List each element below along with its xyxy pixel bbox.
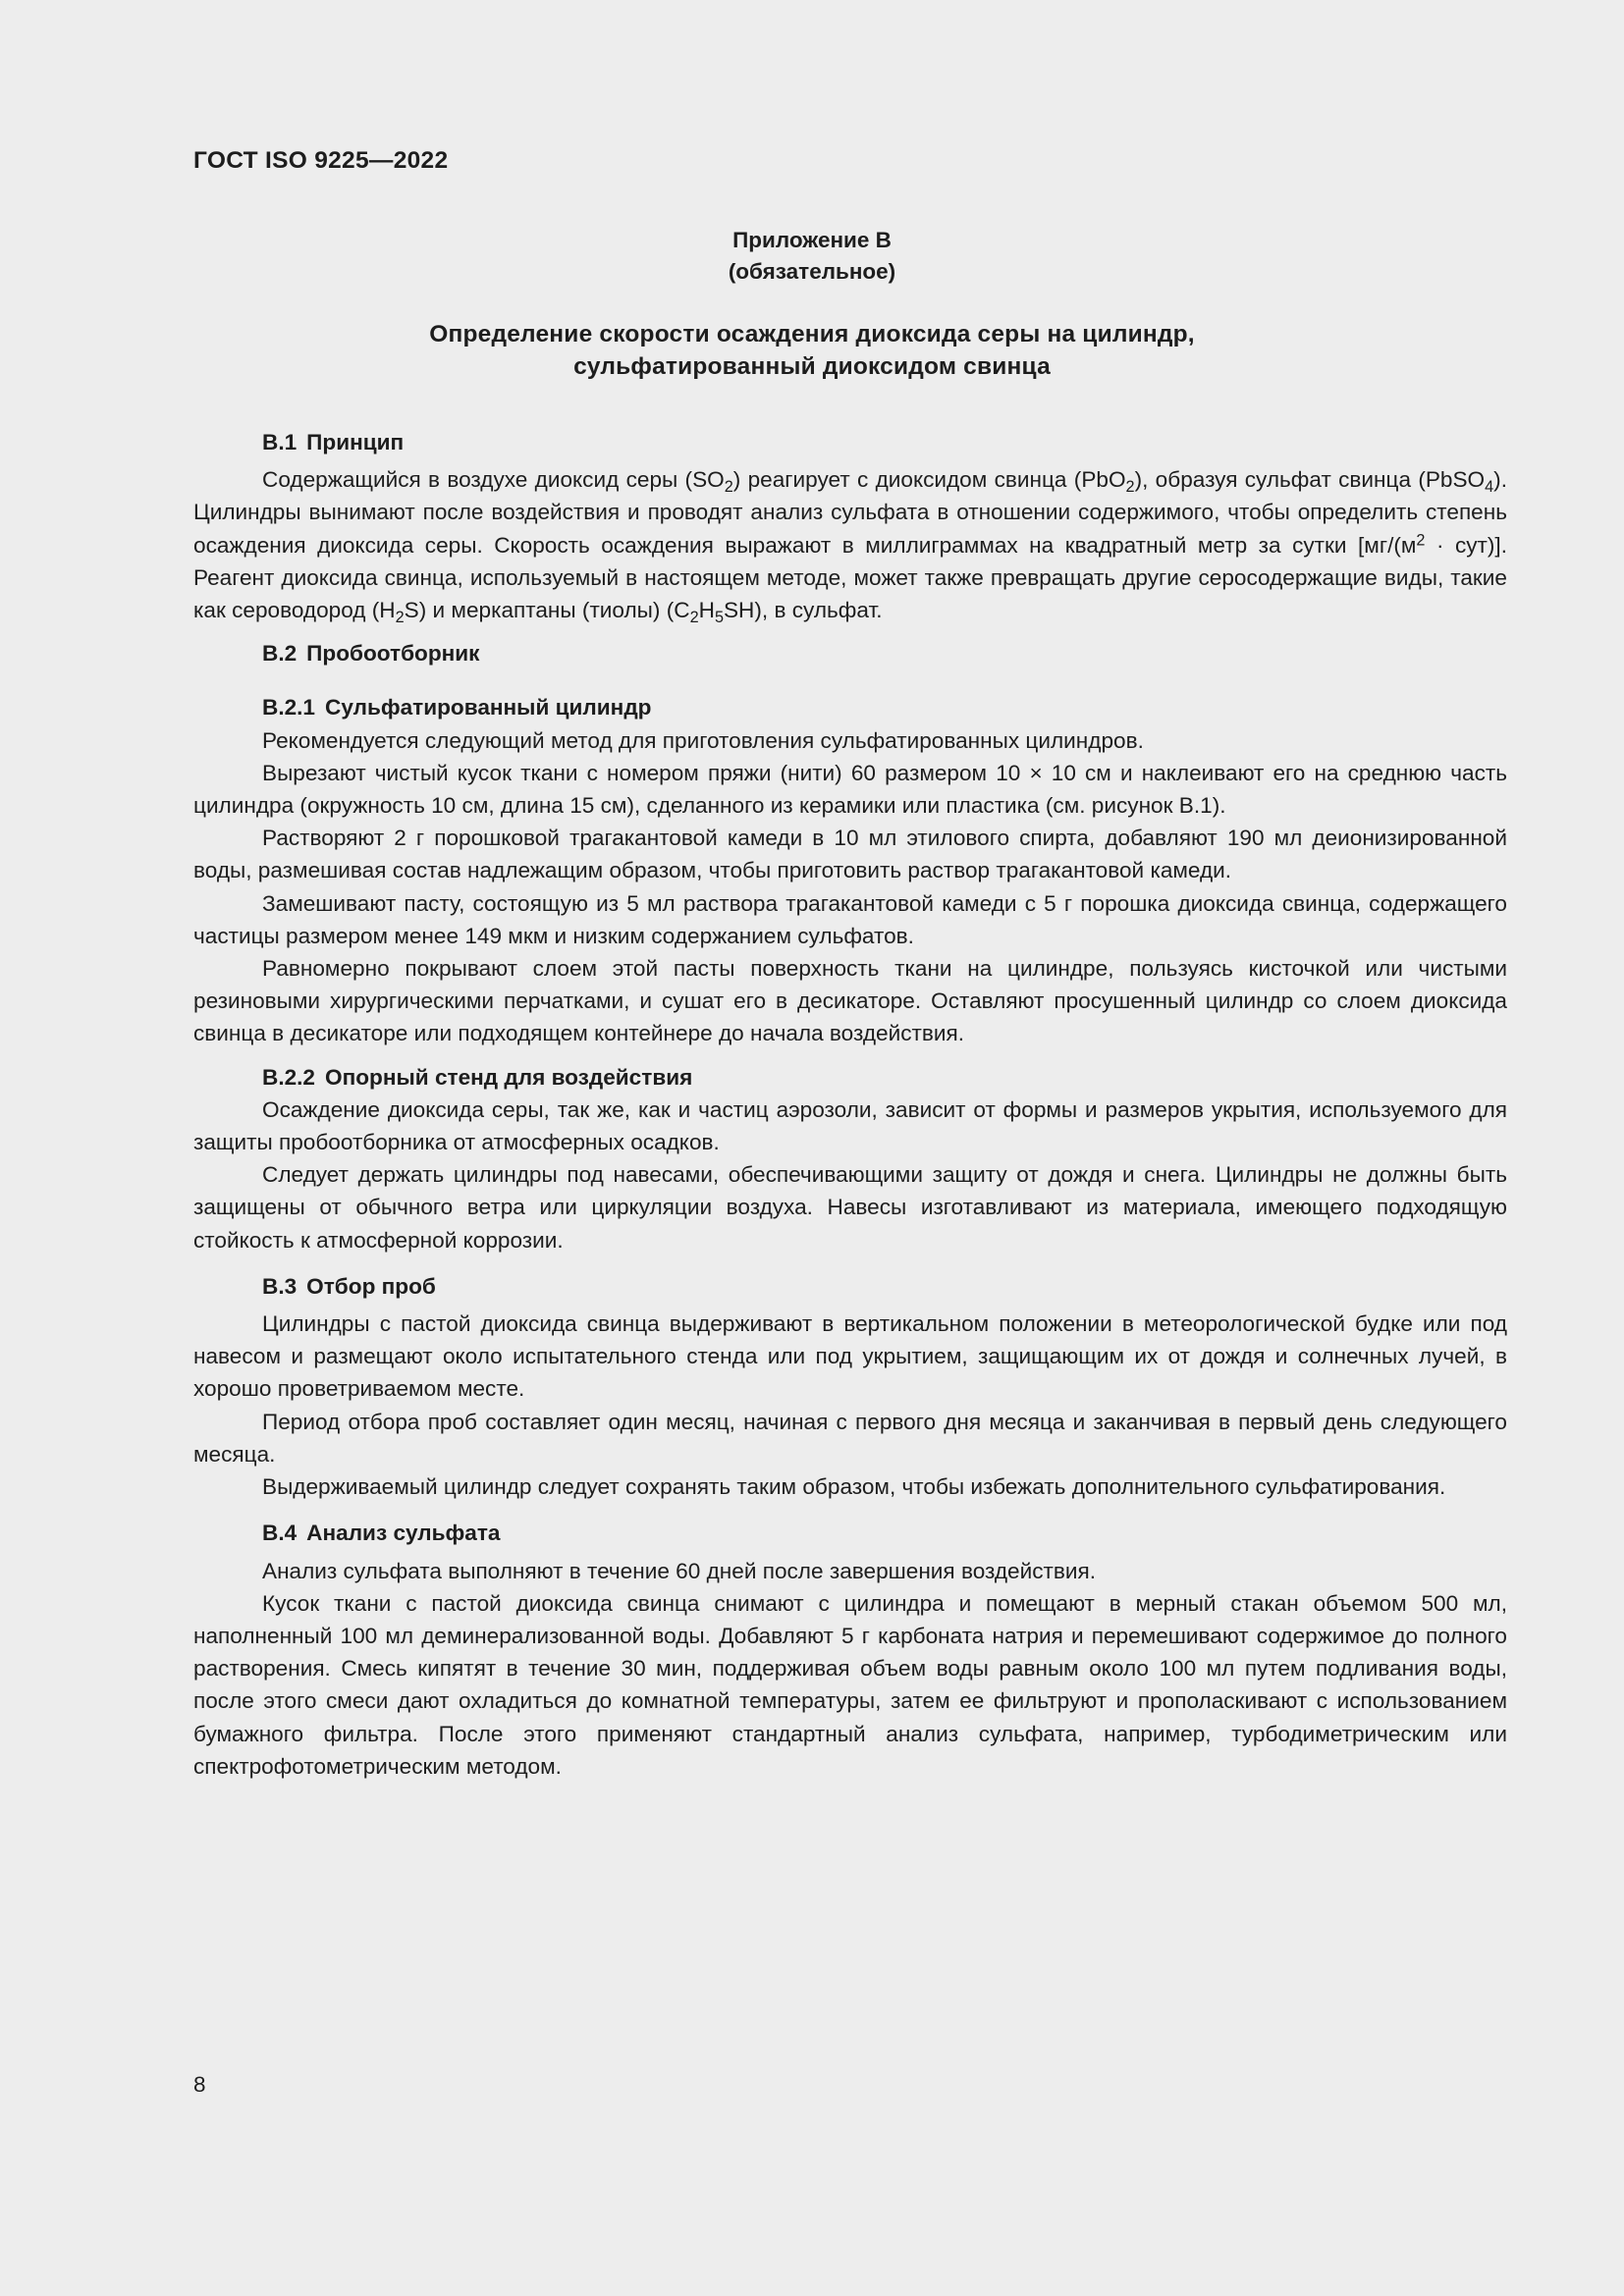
paragraph: Цилиндры с пастой диоксида свинца выдерживают в вертикальном положении в метеорологической будке или под навесом и размещают около испытательного стенда или под укрытием, защищающим их от дождя и солнечных лучей, в хорошо проветриваемом месте. bbox=[193, 1311, 1507, 1402]
paragraph: Рекомендуется следующий метод для приготовления сульфатированных цилиндров. bbox=[262, 727, 1144, 753]
paragraph: Следует держать цилиндры под навесами, обеспечивающими защиту от дождя и снега. Цилиндры не должны быть защищены от обычного ветра или циркуляции воздуха. Навесы изготавливают из материала, имеющего подходящую стойкость к атмосферной коррозии. bbox=[193, 1162, 1507, 1253]
paragraph: Вырезают чистый кусок ткани с номером пряжи (нити) 60 размером 10 × 10 см и наклеивают его на среднюю часть цилиндра (окружность 10 см, длина 15 см), сделанного из керамики или пластика (см. рисунок В.1). bbox=[193, 760, 1507, 819]
annex-label: Приложение В bbox=[732, 228, 892, 252]
annex-title-line-2: сульфатированный диоксидом свинца bbox=[573, 353, 1051, 380]
page-number: 8 bbox=[193, 2072, 206, 2097]
paragraph: Осаждение диоксида серы, так же, как и частиц аэрозоли, зависит от формы и размеров укрытия, используемого для защиты пробоотборника от атмосферных осадков. bbox=[193, 1096, 1507, 1155]
section-heading-b22: В.2.2 Опорный стенд для воздействия bbox=[262, 1064, 693, 1090]
annex-title-line-1: Определение скорости осаждения диоксида серы на цилиндр, bbox=[429, 321, 1195, 347]
paragraph: Выдерживаемый цилиндр следует сохранять таким образом, чтобы избежать дополнительного сульфатирования. bbox=[262, 1474, 1446, 1500]
paragraph: Анализ сульфата выполняют в течение 60 дней после завершения воздействия. bbox=[262, 1558, 1097, 1583]
paragraph: Период отбора проб составляет один месяц, начиная с первого дня месяца и заканчивая в первый день следующего месяца. bbox=[193, 1409, 1507, 1467]
section-heading-b1: В.1 Принцип bbox=[262, 430, 405, 454]
section-heading-b2: В.2 Пробоотборник bbox=[262, 641, 480, 667]
document-header: ГОСТ ISO 9225—2022 bbox=[193, 147, 449, 174]
paragraph-b1-principle: Содержащийся в воздухе диоксид серы $(SO_2)$ реагирует с диоксидом свинца (PbO$_2$), образуя сульфат свинца (PbSO$_4$). Цилиндры вынимают после воздействия и проводят анализ сульфата в отношении содержимого, чтобы определить степень осаждения диоксида серы. Скорость осаждения выражают в миллиграммах на квадратный метр за сутки $[мг/(м^2 \cdot сут)]$. Реагент диоксида свинца, используемый в настоящем методе, может также превращать другие серосодержащие виды, такие как сероводород $(H_2S)$ и меркаптаны (тиолы) $(C_2H_5SH)$, в сульфат. bbox=[193, 467, 1507, 627]
document-body bbox=[193, 426, 1507, 1783]
section-heading-b3: В.3 Отбор проб bbox=[262, 1273, 436, 1299]
section-heading-b4: В.4 Анализ сульфата bbox=[262, 1521, 501, 1546]
annex-status: (обязательное) bbox=[728, 259, 896, 284]
paragraph: Кусок ткани с пастой диоксида свинца снимают с цилиндра и помещают в мерный стакан объемом 500 мл, наполненный 100 мл деминерализованной воды. Добавляют 5 г карбоната натрия и перемешивают содержимое до полного растворения. Смесь кипятят в течение 30 мин, поддерживая объем воды равным около 100 мл путем подливания воды, после этого смеси дают охладиться до комнатной температуры, затем ее фильтруют и прополаскивают с использованием бумажного фильтра. После этого применяют стандартный анализ сульфата, например, турбодиметрическим или спектрофотометрическим методом. bbox=[193, 1590, 1507, 1779]
paragraph: Равномерно покрывают слоем этой пасты поверхность ткани на цилиндре, пользуясь кисточкой или чистыми резиновыми хирургическими перчатками, и сушат его в десикаторе. Оставляют просушенный цилиндр со слоем диоксида свинца в десикаторе или подходящем контейнере до начала воздействия. bbox=[193, 956, 1507, 1046]
section-heading-b21: В.2.1 Сульфатированный цилиндр bbox=[262, 695, 652, 721]
paragraph: Растворяют 2 г порошковой трагакантовой камеди в 10 мл этилового спирта, добавляют 190 мл деионизированной воды, размешивая состав надлежащим образом, чтобы приготовить раствор трагакантовой камеди. bbox=[193, 826, 1507, 883]
paragraph: Замешивают пасту, состоящую из 5 мл раствора трагакантовой камеди с 5 г порошка диоксида свинца, содержащего частицы размером менее 149 мкм и низким содержанием сульфатов. bbox=[193, 890, 1507, 948]
